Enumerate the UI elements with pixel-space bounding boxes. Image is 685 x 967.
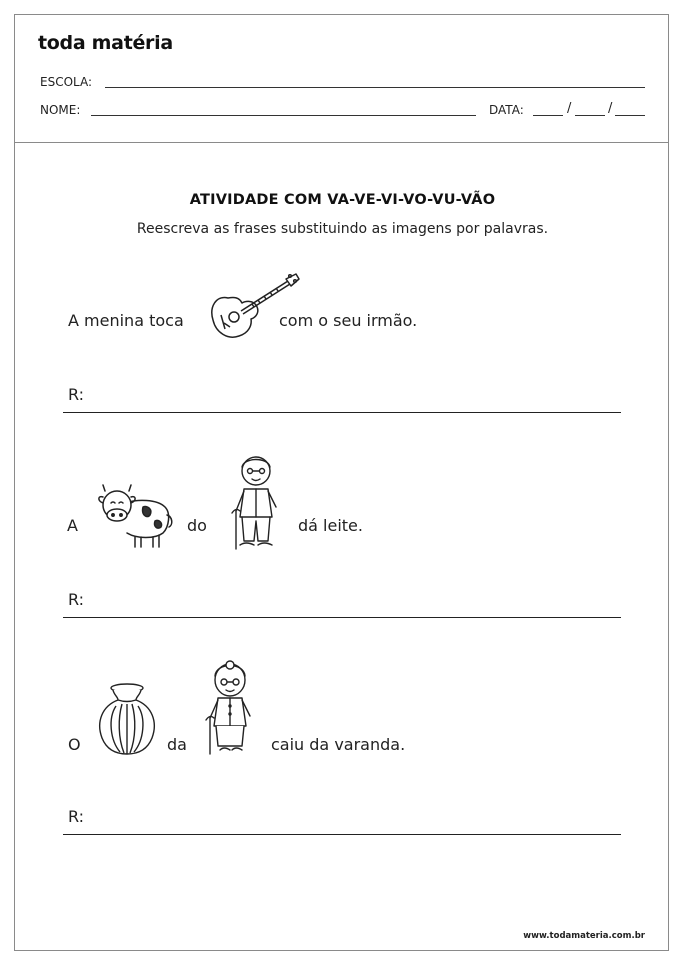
date-slash: /	[567, 101, 572, 116]
sentence-1-part-1: A menina toca	[68, 311, 184, 330]
activity-title: ATIVIDADE COM VA-VE-VI-VO-VU-VÃO	[189, 192, 496, 208]
sentence-3-part-1: O	[68, 735, 81, 754]
name-label: NOME:	[40, 103, 81, 117]
activity-instruction: Reescreva as frases substituindo as imagens por palavras.	[136, 221, 549, 237]
grandmother-icon	[202, 660, 264, 756]
name-line[interactable]	[91, 115, 476, 116]
vase-icon	[96, 682, 158, 758]
date-year-line[interactable]	[615, 115, 645, 116]
answer-1-line[interactable]	[63, 412, 621, 413]
school-label: ESCOLA:	[40, 75, 93, 89]
guitar-icon	[206, 273, 300, 345]
answer-3-label: R:	[68, 807, 85, 826]
grandfather-icon	[228, 455, 288, 551]
sentence-3-part-3: caiu da varanda.	[271, 735, 406, 754]
sentence-2-part-2: do	[187, 516, 207, 535]
cow-icon	[95, 479, 175, 551]
sentence-1-part-2: com o seu irmão.	[279, 311, 418, 330]
school-line[interactable]	[105, 87, 645, 88]
date-label: DATA:	[489, 103, 524, 117]
sentence-3-part-2: da	[167, 735, 187, 754]
answer-2-label: R:	[68, 590, 85, 609]
date-day-line[interactable]	[533, 115, 563, 116]
answer-1-label: R:	[68, 385, 85, 404]
sentence-2-part-1: A	[67, 516, 78, 535]
date-slash: /	[608, 101, 613, 116]
footer-website[interactable]: www.todamateria.com.br	[523, 931, 645, 941]
answer-2-line[interactable]	[63, 617, 621, 618]
header-separator	[14, 142, 669, 143]
logo: toda matéria	[38, 32, 173, 54]
date-month-line[interactable]	[575, 115, 605, 116]
answer-3-line[interactable]	[63, 834, 621, 835]
sentence-2-part-3: dá leite.	[298, 516, 363, 535]
